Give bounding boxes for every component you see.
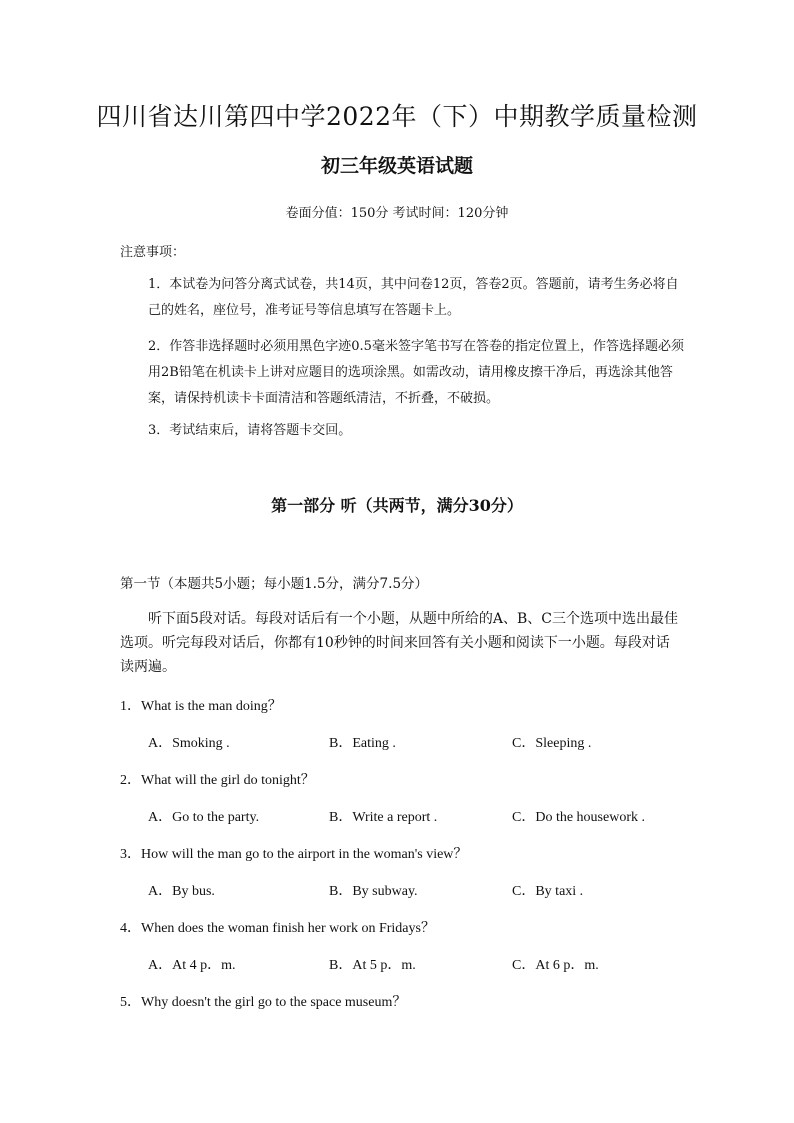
question-stem: 2．What will the girl do tonight？: [120, 773, 315, 788]
option-b: B．At 5 p．m.: [329, 958, 416, 973]
note-item: 1．本试卷为问答分离式试卷，共14页，其中问卷12页，答卷2页。答题前，请考生务必将自己的姓名，座位号，准考证号等信息填写在答题卡上。: [148, 277, 679, 318]
question-stem: 1．What is the man doing？: [120, 699, 282, 714]
exam-meta: 卷面分值：150分 考试时间：120分钟: [285, 206, 509, 221]
option-a: A．Go to the party.: [148, 810, 260, 825]
note-item: 2．作答非选择题时必须用黑色字迹0.5毫米签字笔书写在答卷的指定位置上，作答选择题必须用2B铅笔在机读卡上讲对应题目的选项涂黑。如需改动，请用橡皮擦干净后，再选涂其他答案，请保持机读卡卡面清洁和答题纸清洁，不折叠，不破损。: [148, 339, 684, 406]
option-b: B．Eating .: [329, 736, 396, 751]
option-a: A．By bus.: [148, 884, 215, 899]
note-item: 3．考试结束后，请将答题卡交回。: [148, 423, 352, 438]
option-c: C．At 6 p．m.: [512, 958, 599, 973]
exam-subtitle: 初三年级英语试题: [320, 155, 473, 177]
section-title: 第一节（本题共5小题；每小题1.5分，满分7.5分）: [120, 576, 429, 592]
option-c: C．Sleeping .: [512, 736, 592, 751]
section-instruction: 听下面5段对话。每段对话后有一个小题，从题中所给的A、B、C三个选项中选出最佳选项。听完每段对话后，你都有10秒钟的时间来回答有关小题和阅读下一小题。每段对话读两遍。: [120, 611, 679, 675]
option-c: C．By taxi .: [512, 884, 584, 899]
question-stem: 3．How will the man go to the airport in the woman's view？: [120, 847, 468, 862]
option-a: A．At 4 p．m.: [148, 958, 236, 973]
option-b: B．By subway.: [329, 884, 418, 899]
option-b: B．Write a report .: [329, 810, 438, 825]
option-c: C．Do the housework .: [512, 810, 645, 825]
page-title: 四川省达川第四中学2022年（下）中期教学质量检测: [96, 102, 698, 131]
option-a: A．Smoking .: [148, 736, 230, 751]
question-stem: 4．When does the woman finish her work on Fridays？: [120, 921, 435, 936]
question-stem: 5．Why doesn't the girl go to the space museum？: [120, 995, 407, 1010]
notes-heading: 注意事项：: [120, 245, 186, 260]
part-title: 第一部分 听（共两节，满分30分）: [271, 496, 523, 515]
